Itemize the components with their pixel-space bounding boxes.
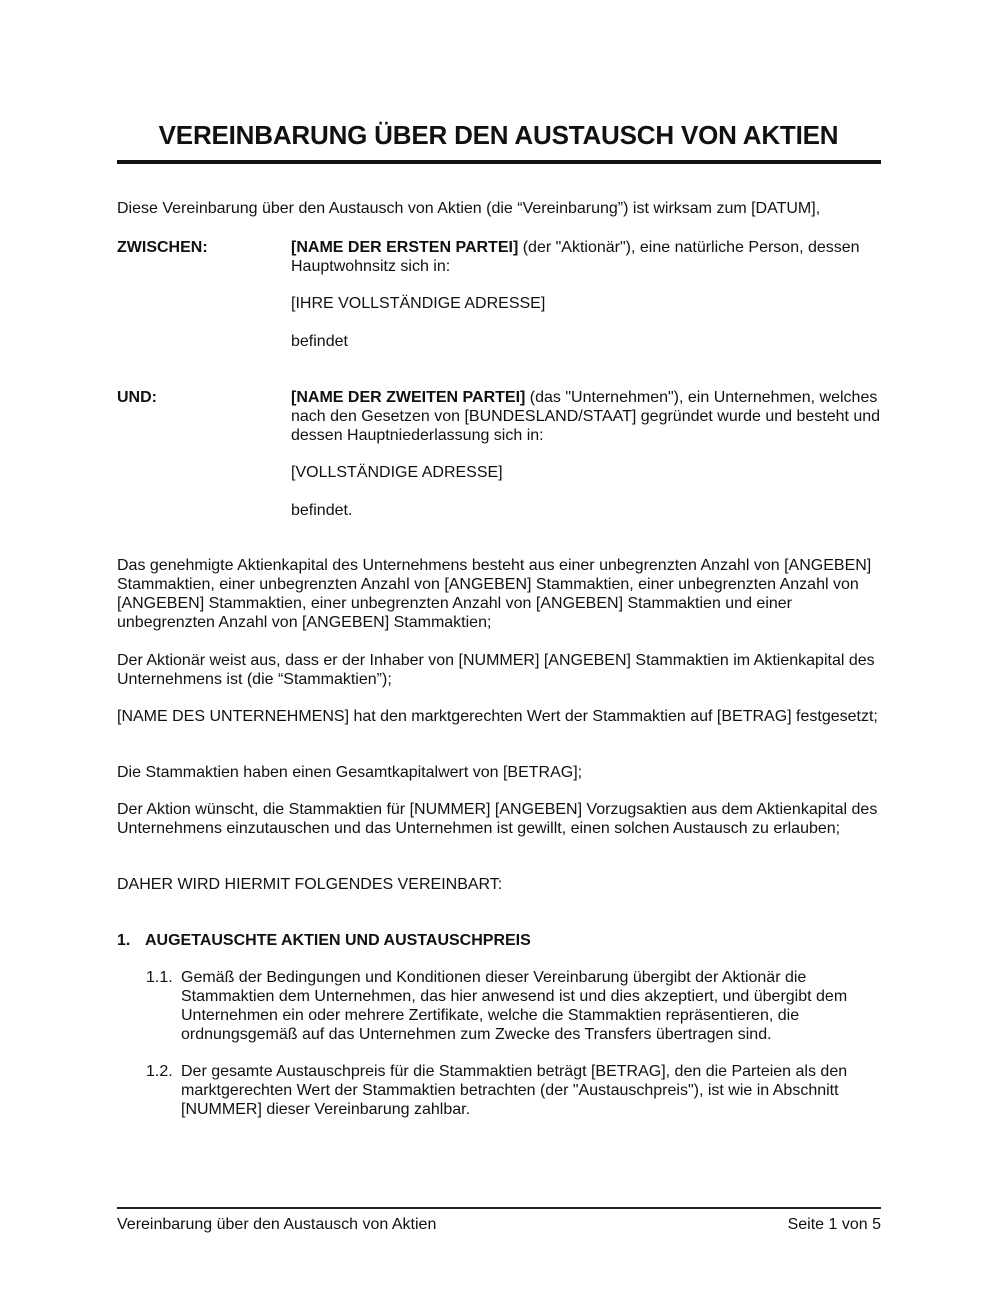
recital-paragraph: Die Stammaktien haben einen Gesamtkapitalwert von [BETRAG]; xyxy=(117,764,583,781)
section-heading xyxy=(117,931,531,950)
party-first-closing: befindet xyxy=(291,333,348,350)
clause xyxy=(146,968,886,1044)
party-second-description xyxy=(291,388,881,445)
party-first-description xyxy=(291,238,881,276)
party-first-address: [IHRE VOLLSTÄNDIGE ADRESSE] xyxy=(291,295,546,312)
party-label-first: ZWISCHEN: xyxy=(117,239,208,256)
party-first-text: (der "Aktionär"), eine natürliche Person, dessen Hauptwohnsitz sich in: xyxy=(291,239,860,275)
recital-paragraph: Das genehmigte Aktienkapital des Unternehmens besteht aus einer unbegrenzten Anzahl von [ANGEBEN] Stammaktien, einer unbegrenzten Anzahl von [ANGEBEN] Stammaktien, einer unbegrenzten Anzahl von [ANGEBEN] Stammaktien, einer unbegrenzten Anzahl von [ANGEBEN] Stammaktien und einer unbegrenzten Anzahl von [ANGEBEN] Stammaktien; xyxy=(117,557,872,631)
section-number: 1. xyxy=(117,932,131,949)
clause-number: 1.1. xyxy=(146,969,173,986)
recital-paragraph: Der Aktion wünscht, die Stammaktien für [NUMMER] [ANGEBEN] Vorzugsaktien aus dem Aktienkapital des Unternehmens einzutauschen und das Unternehmen ist gewillt, einen solchen Austausch zu erlauben; xyxy=(117,801,878,837)
party-second-name: [NAME DER ZWEITEN PARTEI] xyxy=(291,389,526,406)
clause xyxy=(146,1062,886,1119)
party-second-closing: befindet. xyxy=(291,502,353,519)
recital-paragraph: DAHER WIRD HIERMIT FOLGENDES VEREINBART: xyxy=(117,876,503,893)
footer-divider xyxy=(117,1207,881,1209)
recital-paragraph: Der Aktionär weist aus, dass er der Inhaber von [NUMMER] [ANGEBEN] Stammaktien im Aktienkapital des Unternehmens ist (die “Stammaktien”); xyxy=(117,652,875,688)
footer-title: Vereinbarung über den Austausch von Aktien xyxy=(117,1216,437,1233)
document-title: VEREINBARUNG ÜBER DEN AUSTAUSCH VON AKTIEN xyxy=(158,120,839,150)
intro-paragraph: Diese Vereinbarung über den Austausch von Aktien (die “Vereinbarung”) ist wirksam zum [DATUM], xyxy=(117,200,821,217)
party-second-text: (das "Unternehmen"), ein Unternehmen, welches nach den Gesetzen von [BUNDESLAND/STAAT] gegründet wurde und besteht und dessen Hauptniederlassung sich in: xyxy=(291,389,881,444)
clause-number: 1.2. xyxy=(146,1063,173,1080)
section-title: AUGETAUSCHTE AKTIEN UND AUSTAUSCHPREIS xyxy=(145,932,531,949)
recital-paragraph: [NAME DES UNTERNEHMENS] hat den marktgerechten Wert der Stammaktien auf [BETRAG] festgesetzt; xyxy=(117,708,878,725)
party-first-name: [NAME DER ERSTEN PARTEI] xyxy=(291,239,519,256)
party-second-address: [VOLLSTÄNDIGE ADRESSE] xyxy=(291,464,503,481)
clause-text: Gemäß der Bedingungen und Konditionen dieser Vereinbarung übergibt der Aktionär die Stammaktien dem Unternehmen, das hier anwesend ist und dies akzeptiert, und übergibt dem Unternehmen ein oder mehrere Zertifikate, welche die Stammaktien repräsentieren, die ordnungsgemäß auf das Unternehmen zum Zwecke des Transfers übertragen sind. xyxy=(181,969,848,1043)
page-number: Seite 1 von 5 xyxy=(787,1216,881,1233)
clause-text: Der gesamte Austauschpreis für die Stammaktien beträgt [BETRAG], den die Parteien als den marktgerechten Wert der Stammaktien betrachten (der "Austauschpreis"), ist wie in Abschnitt [NUMMER] dieser Vereinbarung zahlbar. xyxy=(181,1063,848,1118)
party-label-second: UND: xyxy=(117,389,157,406)
title-divider xyxy=(117,160,881,164)
